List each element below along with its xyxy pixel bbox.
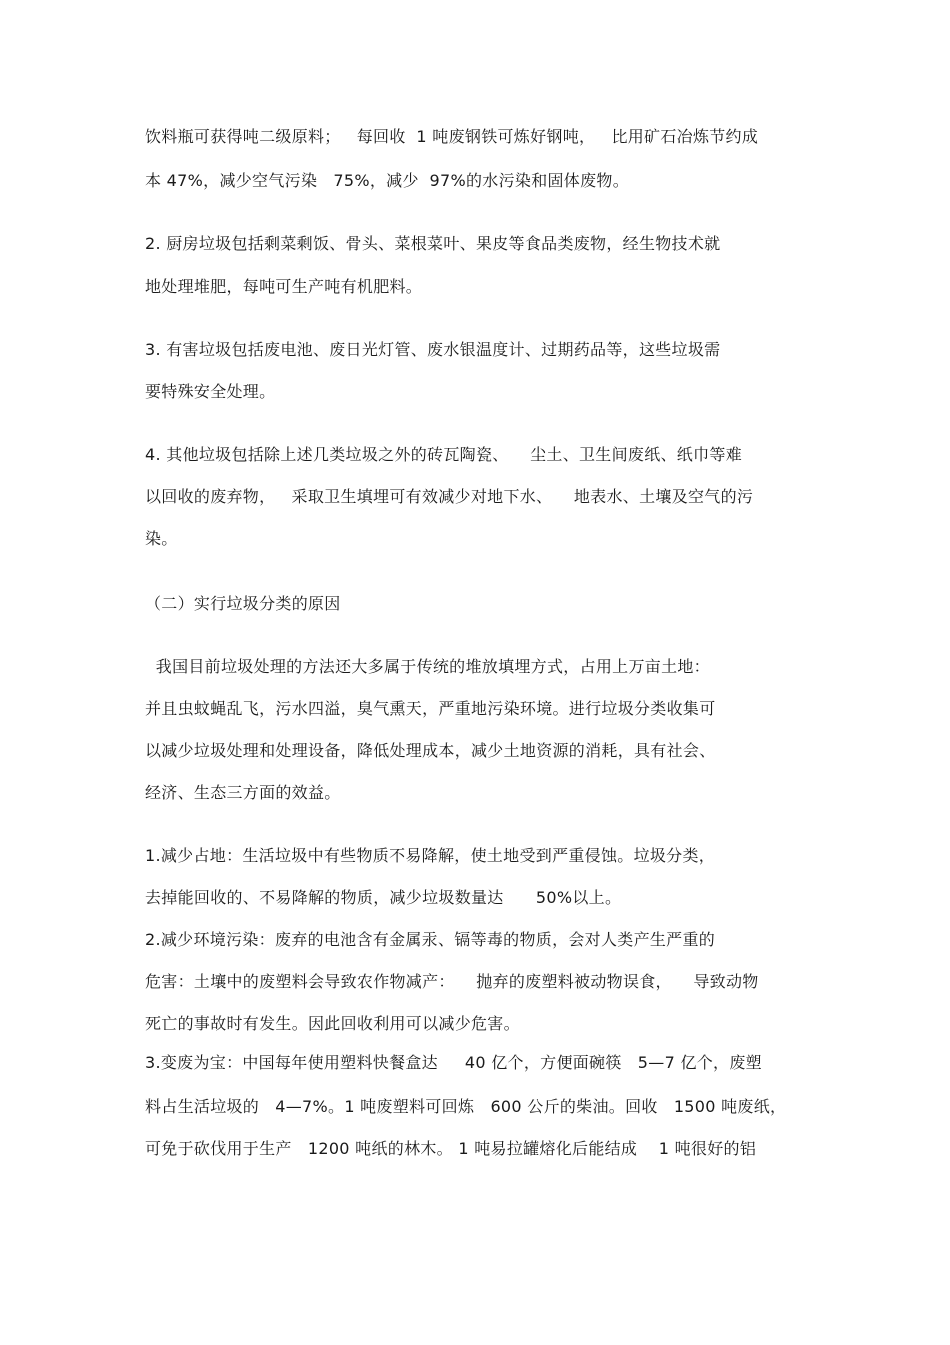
section-heading: （二）实行垃圾分类的原因 (145, 594, 341, 613)
text-line: 并且虫蚊蝇乱飞，污水四溢，臭气熏天，严重地污染环境。进行垃圾分类收集可 (145, 699, 716, 718)
text-line: 2. 厨房垃圾包括剩菜剩饭、骨头、菜根菜叶、果皮等食品类废物，经生物技术就 (145, 234, 721, 253)
text-line: 1.减少占地：生活垃圾中有些物质不易降解，使土地受到严重侵蚀。垃圾分类， (145, 846, 716, 865)
text-line: 我国目前垃圾处理的方法还大多属于传统的堆放填埋方式，占用上万亩土地： (145, 657, 710, 676)
text-line: 3. 有害垃圾包括废电池、废日光灯管、废水银温度计、过期药品等，这些垃圾需 (145, 340, 721, 359)
text-line: 地处理堆肥，每吨可生产吨有机肥料。 (145, 277, 423, 296)
text-line: 去掉能回收的、不易降解的物质，减少垃圾数量达 50%以上。 (145, 888, 622, 907)
text-line: 要特殊安全处理。 (145, 382, 276, 401)
text-line: 以回收的废弃物， 采取卫生填埋可有效减少对地下水、 地表水、土壤及空气的污 (145, 487, 754, 506)
text-line: 4. 其他垃圾包括除上述几类垃圾之外的砖瓦陶瓷、 尘土、卫生间废纸、纸巾等难 (145, 445, 742, 464)
text-line: 经济、生态三方面的效益。 (145, 783, 341, 802)
text-line: 料占生活垃圾的 4—7%。1 吨废塑料可回炼 600 公斤的柴油。回收 1500 吨废纸， (145, 1097, 787, 1116)
text-line: 2.减少环境污染：废弃的电池含有金属汞、镉等毒的物质，会对人类产生严重的 (145, 930, 716, 949)
text-line: 饮料瓶可获得吨二级原料； 每回收 1 吨废钢铁可炼好钢吨， 比用矿石冶炼节约成 (145, 127, 759, 146)
text-line: 死亡的事故时有发生。因此回收利用可以减少危害。 (145, 1014, 520, 1033)
text-line: 本 47%，减少空气污染 75%，减少 97%的水污染和固体废物。 (145, 171, 630, 190)
text-line: 可免于砍伐用于生产 1200 吨纸的林木。 1 吨易拉罐熔化后能结成 1 吨很好的铝 (145, 1139, 757, 1158)
text-line: 危害：土壤中的废塑料会导致农作物减产： 抛弃的废塑料被动物误食， 导致动物 (145, 972, 759, 991)
text-line: 染。 (145, 529, 178, 548)
text-line: 以减少垃圾处理和处理设备，降低处理成本，减少土地资源的消耗，具有社会、 (145, 741, 716, 760)
text-line: 3.变废为宝：中国每年使用塑料快餐盒达 40 亿个，方便面碗筷 5—7 亿个，废塑 (145, 1053, 762, 1072)
